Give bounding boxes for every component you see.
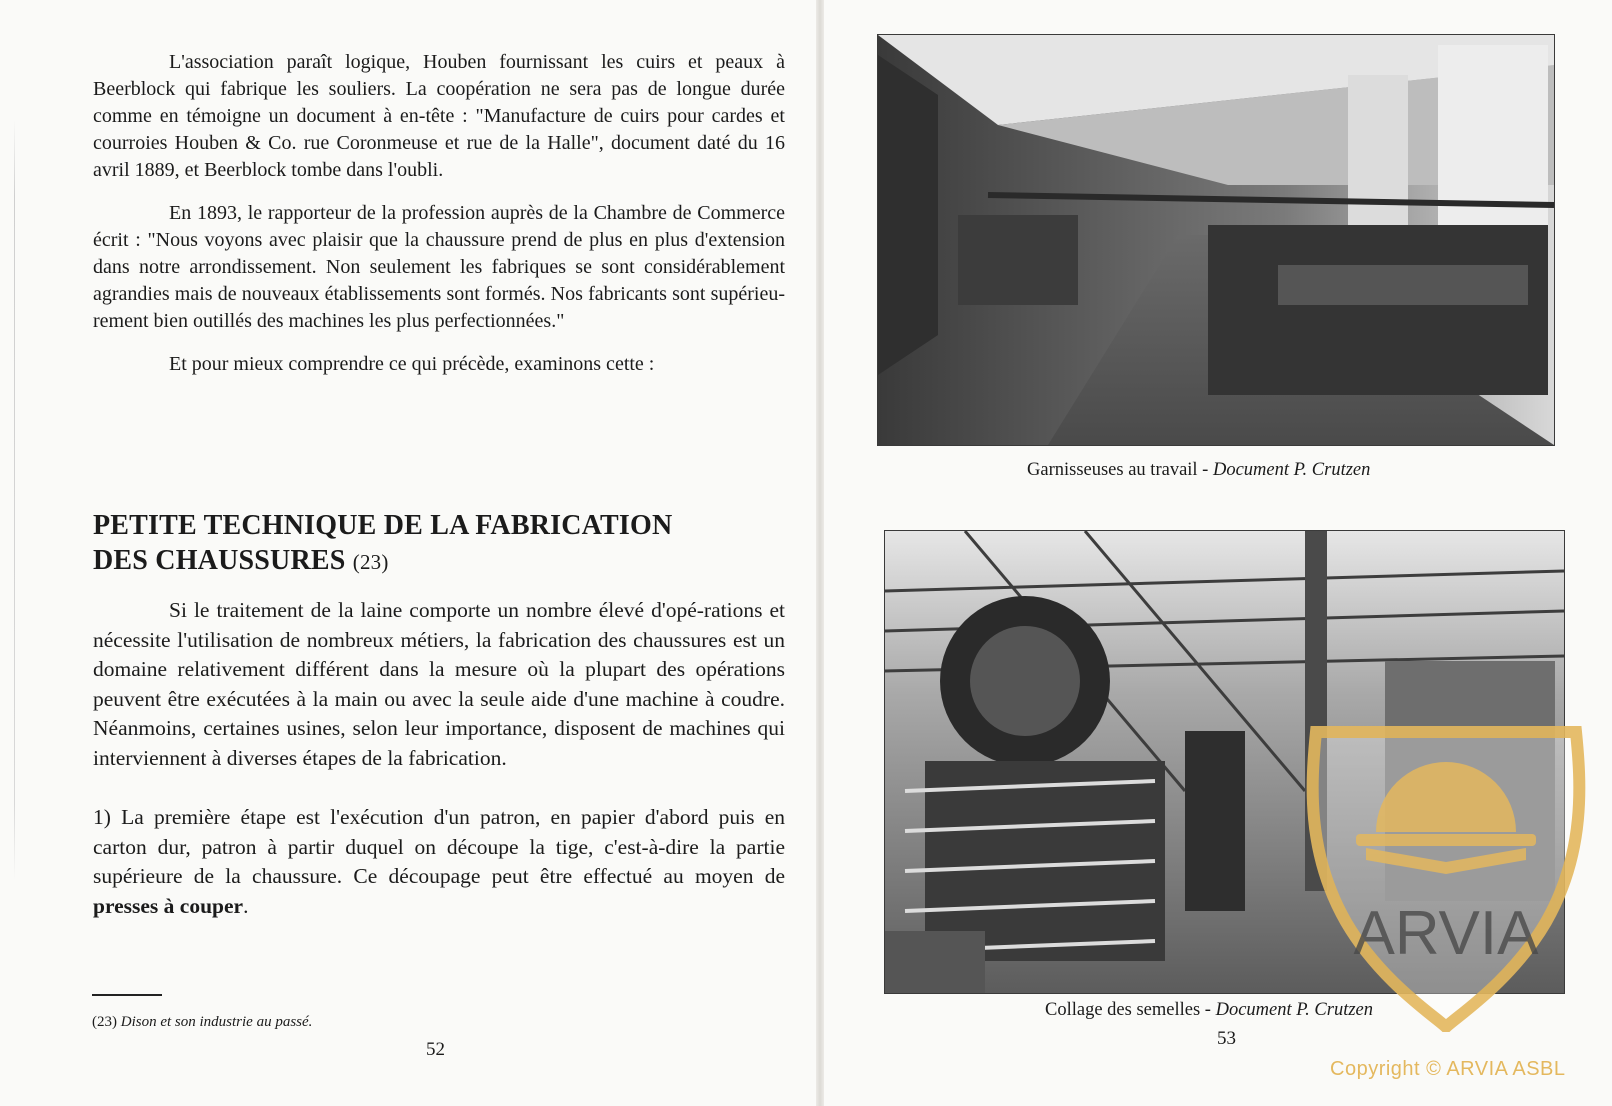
watermark-text: ARVIA (1353, 899, 1539, 968)
section-heading (93, 508, 793, 580)
paragraph-laine: Si le traitement de la laine comporte un nombre élevé d'opé-rations et nécessite l'utilisation de nombreux métiers, la fabrication des chaussures est un domaine relativement différent dans la mesure où la plupart des opérations peuvent être exécutées à la main ou avec la seule aide d'une machine à coudre. Néanmoins, certaines usines, selon leur importance, disposent de machines qui interviennent à diverses étapes de la fabrication. (93, 598, 785, 770)
page-number-left: 52 (426, 1039, 445, 1060)
paragraph-transition: Et pour mieux comprendre ce qui précède, examinons cette : (169, 353, 655, 375)
footnote-number: (23) (92, 1014, 117, 1030)
step1-bold-term: presses à couper (93, 893, 244, 918)
arvia-watermark (1296, 722, 1596, 1032)
step1-end: . (243, 893, 249, 918)
photo1-credit: Document P. Crutzen (1212, 460, 1371, 480)
page-number-right: 53 (1217, 1028, 1236, 1049)
photo1-caption-text: Garnisseuses au travail - (1027, 460, 1213, 480)
paragraph-association: L'association paraît logique, Houben fournissant les cuirs et peaux à Beerblock qui fabrique les souliers. La coopération ne sera pas de longue durée comme en témoigne un document à en-tête : "Manufacture de cuirs pour cardes et courroies Houben & Co. rue Coronmeuse et rue de la Halle", document daté du 16 avril 1889, et Beerblock tombe dans l'oubli. (93, 51, 785, 181)
photo1-caption (1027, 460, 1370, 481)
photo-garnisseuses-image (878, 35, 1554, 445)
arvia-shield-icon (1296, 722, 1596, 1032)
heading-footnote-ref: (23) (352, 550, 389, 574)
section-text (93, 596, 785, 921)
heading-line-1: PETITE TECHNIQUE DE LA FABRICATION (93, 510, 673, 541)
book-gutter (816, 0, 824, 1106)
intro-text (93, 49, 785, 378)
scan-edge (14, 120, 15, 880)
photo-garnisseuses (877, 34, 1555, 446)
footnote (92, 1014, 312, 1031)
footnote-rule (92, 994, 162, 996)
footnote-text: Dison et son industrie au passé. (120, 1014, 313, 1030)
heading-line-2: DES CHAUSSURES (93, 545, 346, 576)
copyright-notice: Copyright © ARVIA ASBL (1330, 1058, 1566, 1080)
photo2-credit: Document P. Crutzen (1215, 1000, 1373, 1020)
paragraph-1893: En 1893, le rapporteur de la profession auprès de la Chambre de Commerce écrit : "Nous voyons avec plaisir que la chaussure prend de plus en plus d'extension dans notre arrondissement. Non seulement les fabriques se sont considérablement agrandies mais de nouveaux établissements sont formés. Nos fabricants sont supérieu-rement bien outillés des machines les plus perfectionnées." (93, 202, 785, 332)
step1-text: 1) La première étape est l'exécution d'un patron, en papier d'abord puis en carton dur, patron à partir duquel on découpe la tige, c'est-à-dire la partie supérieure de la chaussure. Ce découpage peut être effectué au moyen de (93, 805, 785, 888)
paragraph-step-1 (93, 803, 785, 921)
photo2-caption-text: Collage des semelles - (1045, 1000, 1216, 1020)
